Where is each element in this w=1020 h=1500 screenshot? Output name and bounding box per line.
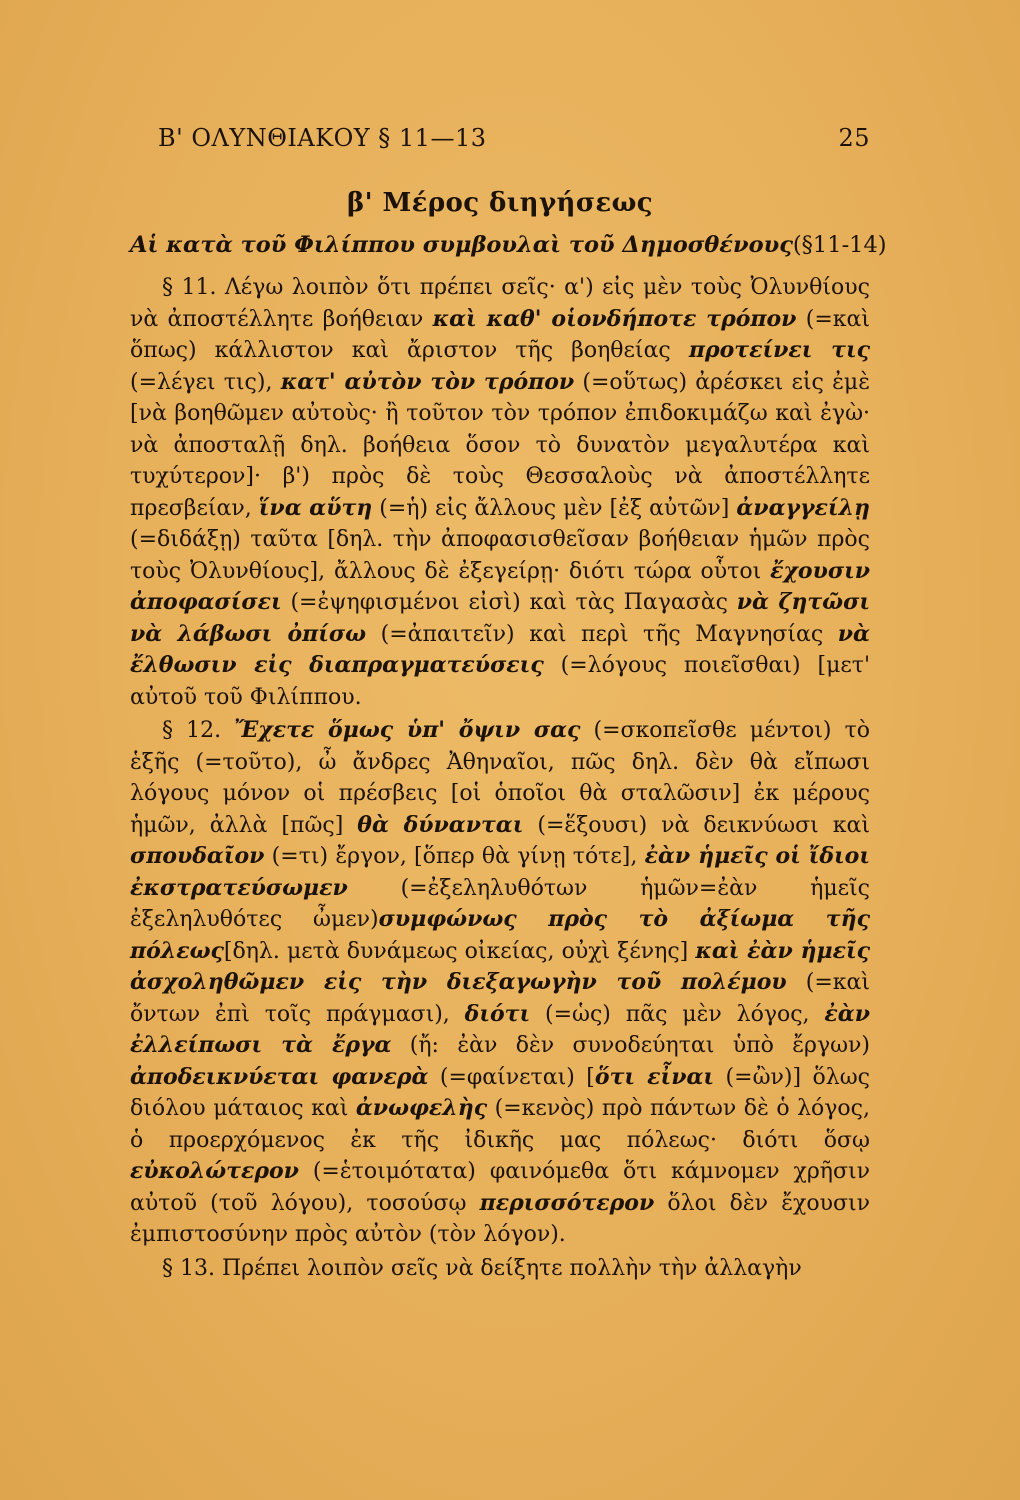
subheading-ref: (§11-14) [792, 232, 887, 258]
book-page [130, 118, 887, 1284]
part-heading: β' Μέρος διηγήσεως [346, 188, 654, 218]
paragraph-section-12: § 12. Ἔχετε ὅμως ὑπ' ὄψιν σας (=σκοπεῖσθε μέντοι) τὸ ἑξῆς (=τοῦτο), ὦ ἄνδρες Ἀθηναῖοι, πῶς δηλ. δὲν θὰ εἴπωσι λόγους μόνον οἱ πρέσβεις [οἱ ὁποῖοι θὰ σταλῶσιν] ἐκ μέρους ἡμῶν, ἀλλὰ [πῶς] θὰ δύνανται (=ἕξουσι) νὰ δεικνύωσι καὶ σπουδαῖον (=τι) ἔργον, [ὅπερ θὰ γίνῃ τότε], ἐὰν ἡμεῖς οἱ ἴδιοι ἐκστρατεύσωμεν (=ἐξεληλυθότων ἡμῶν=ἐὰν ἡμεῖς ἐξεληλυθότες ὦμεν)συμφώνως πρὸς τὸ ἀξίωμα τῆς πόλεως[δηλ. μετὰ δυνάμεως οἰκείας, οὐχὶ ξένης] καὶ ἐὰν ἡμεῖς ἀσχοληθῶμεν εἰς τὴν διεξαγωγὴν τοῦ πολέμου (=καὶ ὄντων ἐπὶ τοῖς πράγμασι), διότι (=ὡς) πᾶς μὲν λόγος, ἐὰν ἐλλείπωσι τὰ ἔργα (ἤ: ἐὰν δὲν συνοδεύηται ὑπὸ ἔργων) ἀποδεικνύεται φανερὰ (=φαίνεται) [ὅτι εἶναι (=ὢν)] ὅλως διόλου μάταιος καὶ ἀνωφελὴς (=κενὸς) πρὸ πάντων δὲ ὁ λόγος, ὁ προερχόμενος ἐκ τῆς ἰδικῆς μας πόλεως· διότι ὅσῳ εὐκολώτερον (=ἑτοιμότατα) φαινόμεθα ὅτι κάμνομεν χρῆσιν αὐτοῦ (τοῦ λόγου), τοσούσῳ περισσότερον ὅλοι δὲν ἔχουσιν ἐμπιστοσύνην πρὸς αὐτὸν (τὸν λόγον). [130, 717, 870, 1247]
running-head [130, 118, 870, 158]
running-head-title: Β' ΟΛΥΝΘΙΑΚΟΥ § 11—13 [158, 124, 487, 152]
paragraph-section-11: § 11. Λέγω λοιπὸν ὅτι πρέπει σεῖς· α') εἰς μὲν τοὺς Ὀλυνθίους νὰ ἀποστέλλητε βοήθειαν καὶ καθ' οἱονδήποτε τρόπον (=καὶ ὅπως) κάλλιστον καὶ ἄριστον τῆς βοηθείας προτείνει τις (=λέγει τις), κατ' αὐτὸν τὸν τρόπον (=οὕτως) ἀρέσκει εἰς ἐμὲ [νὰ βοηθῶμεν αὐτοὺς· ἢ τοῦτον τὸν τρόπον ἐπιδοκιμάζω καὶ ἐγὼ· νὰ ἀποσταλῇ δηλ. βοήθεια ὅσον τὸ δυνατὸν μεγαλυτέρα καὶ τυχύτερον]· β') πρὸς δὲ τοὺς Θεσσαλοὺς νὰ ἀποστέλλητε πρεσβείαν, ἵνα αὕτη (=ἡ) εἰς ἄλλους μὲν [ἐξ αὐτῶν] ἀναγγείλῃ (=διδάξῃ) ταῦτα [δηλ. τὴν ἀποφασισθεῖσαν βοήθειαν ἡμῶν πρὸς τοὺς Ὀλυνθίους], ἄλλους δὲ ἐξεγείρῃ· διότι τώρα οὗτοι ἔχουσιν ἀποφασίσει (=ἐψηφισμένοι εἰσὶ) καὶ τὰς Παγασὰς νὰ ζητῶσι νὰ λάβωσι ὀπίσω (=ἀπαιτεῖν) καὶ περὶ τῆς Μαγνησίας νὰ ἔλθωσιν εἰς διαπραγματεύσεις (=λόγους ποιεῖσθαι) [μετ' αὐτοῦ τοῦ Φιλίππου. [130, 275, 871, 710]
section-subheading [130, 232, 887, 258]
subheading-text: Αἱ κατὰ τοῦ Φιλίππου συμβουλαὶ τοῦ Δημοσθένους [130, 232, 793, 258]
paragraph-section-13: § 13. Πρέπει λοιπὸν σεῖς νὰ δείξητε πολλὴν τὴν ἀλλαγὴν [162, 1255, 802, 1281]
page-number: 25 [838, 124, 870, 152]
